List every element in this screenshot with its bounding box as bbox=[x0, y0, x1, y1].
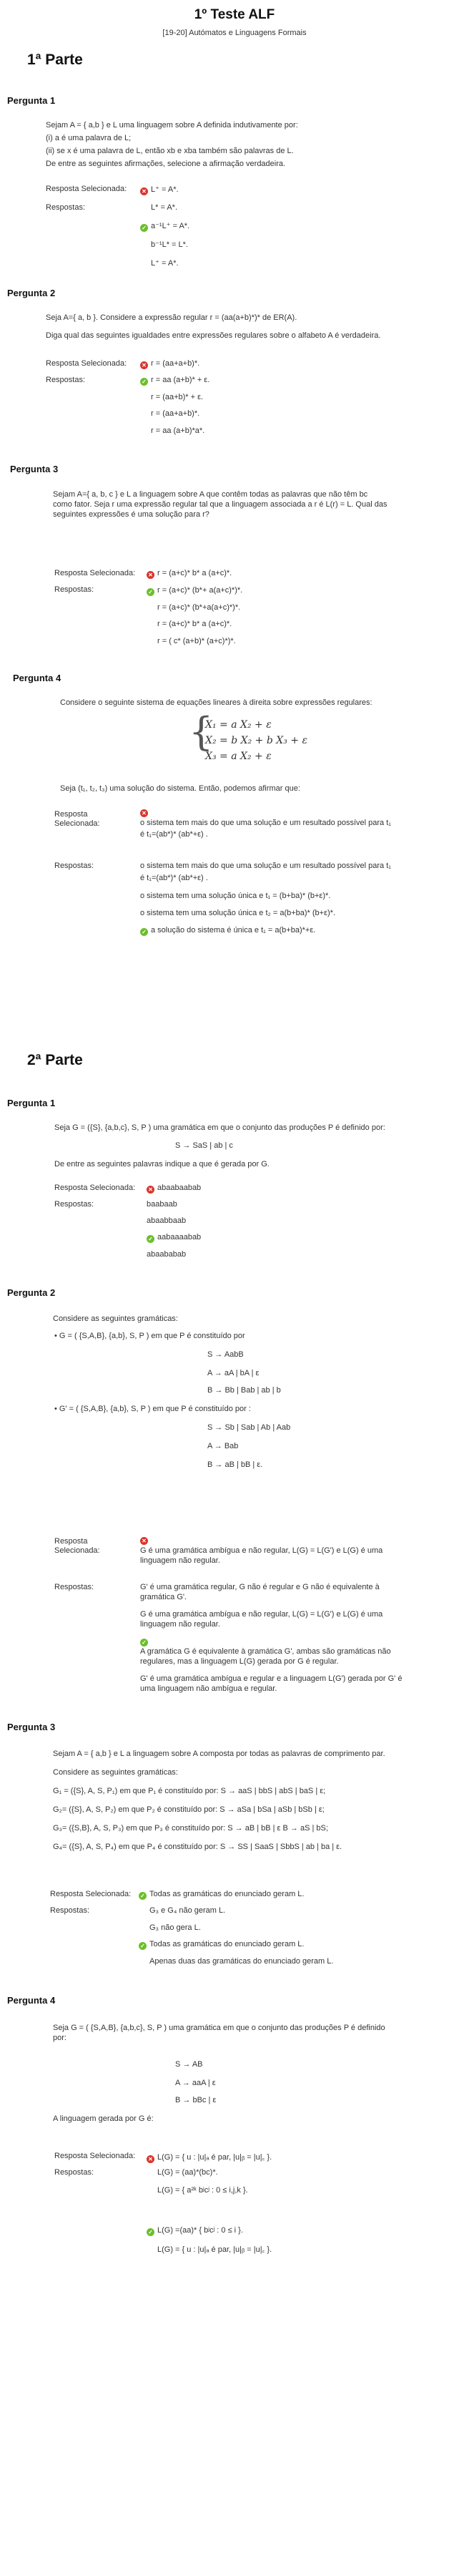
page-subtitle: [19-20] Autómatos e Linguagens Formais bbox=[162, 29, 307, 37]
answer-option: abaabbaab bbox=[147, 1216, 187, 1225]
question-text: A linguagem gerada por G é: bbox=[53, 2114, 154, 2123]
question-text: Considere as seguintes gramáticas: bbox=[53, 1314, 178, 1323]
selected-label: Selecionada: bbox=[54, 1546, 100, 1555]
grammar-definition: G₂= ({S}, A, S, P₂) em que P₂ é constituído por: S → aSa | bSa | aSb | bSb | ε; bbox=[53, 1805, 325, 1814]
selected-answer: ✓ Todas as gramáticas do enunciado geram L. bbox=[139, 1890, 304, 1900]
grammar-rule: B → aB | bB | ε. bbox=[207, 1460, 263, 1469]
selected-answer: ✕ r = (aa+a+b)*. bbox=[140, 359, 199, 369]
selected-label: Resposta Selecionada: bbox=[54, 2152, 136, 2160]
question-text: Considere o seguinte sistema de equações lineares à direita sobre expressões regulares: bbox=[60, 698, 372, 707]
answer-option: regulares, mas a linguagem L(G) gerada por G é regular. bbox=[140, 1657, 339, 1666]
selected-answer: ✕ r = (a+c)* b* a (a+c)*. bbox=[147, 569, 232, 579]
answer-option: r = (aa+a+b)*. bbox=[151, 409, 200, 418]
correct-icon: ✓ bbox=[140, 378, 148, 386]
incorrect-icon: ✕ bbox=[147, 1186, 154, 1194]
selected-label: Resposta bbox=[54, 1537, 88, 1546]
correct-icon: ✓ bbox=[139, 1892, 147, 1900]
answer-option: b⁻¹L* = L*. bbox=[151, 240, 188, 249]
answer-option: baabaab bbox=[147, 1200, 177, 1209]
answer-option: G' é uma gramática regular, G não é regular e G não é equivalente à bbox=[140, 1583, 380, 1591]
answer-option: G é uma gramática ambígua e não regular, L(G) = L(G') e L(G) é uma bbox=[140, 1610, 383, 1619]
answer-option: ✓ r = (a+c)* (b*+ a(a+c)*)*. bbox=[147, 586, 242, 596]
correct-icon: ✓ bbox=[147, 2228, 154, 2236]
part-1-title: 1ª Parte bbox=[27, 52, 83, 68]
incorrect-icon: ✕ bbox=[140, 1537, 148, 1545]
answers-label: Respostas: bbox=[54, 2168, 94, 2177]
answer-option: L(G) = { u : |u|ₐ é par, |u|ᵦ = |u|꜀ }. bbox=[157, 2245, 272, 2254]
selected-answer bbox=[140, 807, 151, 817]
answer-option: ✓ a⁻¹L⁺ = A*. bbox=[140, 221, 189, 232]
equation: X₃ = a X₂ + ε bbox=[205, 751, 272, 762]
answers-label: Respostas: bbox=[54, 1583, 94, 1591]
question-text: como fator. Seja r uma expressão regular tal que a linguagem associada a r é L(r) = L. Qual das bbox=[53, 500, 387, 509]
question-text: Seja (t₁, t₂, t₃) uma solução do sistema. Então, podemos afirmar que: bbox=[60, 784, 300, 793]
answers-label: Respostas: bbox=[54, 1200, 94, 1209]
answer-option: uma linguagem não ambígua e regular. bbox=[140, 1684, 277, 1693]
answer-option: linguagem não regular. bbox=[140, 1620, 220, 1629]
selected-answer-text: o sistema tem mais do que uma solução e um resultado possível para t₁ bbox=[140, 819, 391, 827]
part-2-title: 2ª Parte bbox=[27, 1052, 83, 1068]
answer-option: A gramática G é equivalente à gramática G', ambas são gramáticas não bbox=[140, 1647, 391, 1656]
equation: X₂ = b X₂ + b X₃ + ε bbox=[205, 735, 307, 746]
correct-icon: ✓ bbox=[140, 928, 148, 936]
answers-label: Respostas: bbox=[54, 862, 94, 870]
selected-label: Resposta bbox=[54, 810, 88, 819]
question-text: De entre as seguintes afirmações, selecione a afirmação verdadeira. bbox=[46, 160, 286, 168]
selected-answer: ✕ L(G) = { u : |u|ₐ é par, |u|ᵦ = |u|꜀ }. bbox=[147, 2152, 272, 2163]
answers-label: Respostas: bbox=[54, 585, 94, 594]
incorrect-icon: ✕ bbox=[147, 2155, 154, 2163]
selected-label: Resposta Selecionada: bbox=[50, 1890, 132, 1898]
answer-option: é t₁=(ab*)* (ab*+ε) . bbox=[140, 874, 208, 882]
answer-option: G₃ e G₄ não geram L. bbox=[149, 1906, 226, 1915]
selected-label: Resposta Selecionada: bbox=[54, 569, 136, 577]
answers-label: Respostas: bbox=[46, 376, 86, 384]
incorrect-icon: ✕ bbox=[147, 571, 154, 579]
question-title: Pergunta 4 bbox=[13, 673, 61, 683]
answer-option: gramática G'. bbox=[140, 1593, 187, 1601]
question-title: Pergunta 1 bbox=[7, 1098, 56, 1108]
question-text: Considere as seguintes gramáticas: bbox=[53, 1768, 178, 1777]
equation-brace: { bbox=[189, 709, 214, 754]
answer-option: r = (a+c)* b* a (a+c)*. bbox=[157, 620, 232, 628]
question-text: De entre as seguintes palavras indique a que é gerada por G. bbox=[54, 1160, 270, 1169]
question-text: Sejam A = { a,b } e L a linguagem sobre A composta por todas as palavras de comprimento par. bbox=[53, 1750, 385, 1758]
answer-option bbox=[140, 1636, 151, 1646]
incorrect-icon: ✕ bbox=[140, 361, 148, 369]
answer-option: r = (a+c)* (b*+a(a+c)*)*. bbox=[157, 603, 241, 612]
question-title: Pergunta 1 bbox=[7, 95, 56, 106]
question-text: (i) a é uma palavra de L; bbox=[46, 134, 132, 142]
question-text: Seja G = ({S}, {a,b,c}, S, P ) uma gramática em que o conjunto das produções P é definido por: bbox=[54, 1123, 385, 1132]
equation-system bbox=[205, 717, 307, 764]
answer-option: L* = A*. bbox=[151, 203, 178, 212]
selected-answer bbox=[140, 1535, 151, 1545]
correct-icon: ✓ bbox=[147, 588, 154, 596]
question-title: Pergunta 2 bbox=[7, 288, 56, 298]
answer-option: L(G) = (aa)*(bc)*. bbox=[157, 2168, 218, 2177]
question-text: Sejam A={ a, b, c } e L a linguagem sobre A que contêm todas as palavras que não têm bc bbox=[53, 490, 368, 499]
correct-icon: ✓ bbox=[140, 1639, 148, 1646]
answer-option: L⁺ = A*. bbox=[151, 259, 179, 268]
answer-option: ✓ a solução do sistema é única e t₁ = a(b+ba)*+ε. bbox=[140, 926, 315, 936]
grammar-definition: G₃= ({S,B}, A, S, P₃) em que P₃ é constituído por: S → aB | bB | ε B → aS | bS; bbox=[53, 1824, 328, 1833]
grammar-definition: G₄= ({S}, A, S, P₄) em que P₄ é constituído por: S → SS | SaaS | SbbS | ab | ba | ε. bbox=[53, 1843, 342, 1851]
correct-icon: ✓ bbox=[147, 1235, 154, 1243]
correct-icon: ✓ bbox=[140, 224, 148, 232]
grammar-definition: • G = ( {S,A,B}, {a,b}, S, P ) em que P é constituído por bbox=[54, 1332, 245, 1340]
incorrect-icon: ✕ bbox=[140, 809, 148, 817]
question-title: Pergunta 2 bbox=[7, 1287, 56, 1298]
grammar-definition: • G' = ( {S,A,B}, {a,b}, S, P ) em que P é constituído por : bbox=[54, 1405, 251, 1413]
grammar-rule: B → Bb | Bab | ab | b bbox=[207, 1386, 281, 1395]
selected-answer-text: é t₁=(ab*)* (ab*+ε) . bbox=[140, 830, 208, 839]
selected-answer: ✕ L⁺ = A*. bbox=[140, 185, 179, 195]
answer-option: ✓ aabaaaabab bbox=[147, 1233, 201, 1243]
answer-option: L(G) = { a²ᵏ bʲcʲ : 0 ≤ i,j,k }. bbox=[157, 2186, 248, 2195]
incorrect-icon: ✕ bbox=[140, 187, 148, 195]
selected-label: Resposta Selecionada: bbox=[46, 359, 127, 368]
answer-option: ✓ L(G) =(aa)* { bʲcʲ : 0 ≤ i }. bbox=[147, 2226, 243, 2236]
selected-label: Resposta Selecionada: bbox=[54, 1184, 136, 1192]
grammar-rule: S → Sb | Sab | Ab | Aab bbox=[207, 1423, 291, 1432]
answer-option: Apenas duas das gramáticas do enunciado geram L. bbox=[149, 1957, 334, 1966]
grammar-definition: G₁ = ({S}, A, S, P₁) em que P₁ é constituído por: S → aaS | bbS | abS | baS | ε; bbox=[53, 1787, 326, 1795]
grammar-rule: A → Bab bbox=[207, 1442, 239, 1450]
question-title: Pergunta 3 bbox=[10, 464, 59, 474]
page-title: 1º Teste ALF bbox=[194, 7, 275, 22]
question-text: seguintes expressões é uma solução para r? bbox=[53, 510, 209, 519]
answer-option: r = aa (a+b)*a*. bbox=[151, 426, 205, 435]
answer-option: abaababab bbox=[147, 1250, 187, 1259]
question-title: Pergunta 4 bbox=[7, 1995, 56, 2006]
correct-icon: ✓ bbox=[139, 1942, 147, 1950]
grammar-rule: S → AabB bbox=[207, 1350, 244, 1359]
selected-answer-text: G é uma gramática ambígua e não regular, L(G) = L(G') e L(G) é uma bbox=[140, 1546, 383, 1555]
question-text: Sejam A = { a,b } e L uma linguagem sobre A definida indutivamente por: bbox=[46, 121, 298, 130]
answer-option: G' é uma gramática ambígua e regular e a linguagem L(G') gerada por G' é bbox=[140, 1674, 403, 1683]
question-text: Diga qual das seguintes igualdades entre expressões regulares sobre o alfabeto A é verdadeira. bbox=[46, 331, 381, 340]
question-title: Pergunta 3 bbox=[7, 1722, 56, 1732]
question-text: Seja A={ a, b }. Considere a expressão regular r = (aa(a+b)*)* de ER(A). bbox=[46, 313, 297, 322]
grammar-rule: A → aA | bA | ε bbox=[207, 1369, 260, 1377]
equation: X₁ = a X₂ + ε bbox=[205, 719, 272, 731]
answers-label: Respostas: bbox=[50, 1906, 90, 1915]
answer-option: ✓ Todas as gramáticas do enunciado geram L. bbox=[139, 1940, 304, 1950]
grammar-rule: A → aaA | ε bbox=[175, 2079, 216, 2087]
answer-option: G₃ não gera L. bbox=[149, 1923, 201, 1932]
answer-option: ✓ r = aa (a+b)* + ε. bbox=[140, 376, 209, 386]
question-text: (ii) se x é uma palavra de L, então xb e xba também são palavras de L. bbox=[46, 147, 294, 155]
answer-option: o sistema tem uma solução única e t₁ = (b+ba)* (b+ε)*. bbox=[140, 892, 331, 900]
answer-option: r = (aa+b)* + ε. bbox=[151, 393, 204, 401]
answer-option: o sistema tem mais do que uma solução e um resultado possível para t₁ bbox=[140, 862, 391, 870]
grammar-rule: S → SaS | ab | c bbox=[175, 1141, 233, 1150]
question-text: Seja G = ( {S,A,B}, {a,b,c}, S, P ) uma gramática em que o conjunto das produções P é definido bbox=[53, 2024, 385, 2032]
question-text: por: bbox=[53, 2034, 66, 2042]
answer-option: r = ( c* (a+b)* (a+c)*)*. bbox=[157, 637, 236, 645]
grammar-rule: S → AB bbox=[175, 2060, 203, 2069]
answers-label: Respostas: bbox=[46, 203, 86, 212]
answer-option: o sistema tem uma solução única e t₂ = a(b+ba)* (b+ε)*. bbox=[140, 909, 336, 917]
selected-answer-text: linguagem não regular. bbox=[140, 1556, 220, 1565]
selected-label: Selecionada: bbox=[54, 819, 100, 828]
selected-answer: ✕ abaabaabab bbox=[147, 1184, 201, 1194]
grammar-rule: B → bBc | ε bbox=[175, 2096, 217, 2104]
selected-label: Resposta Selecionada: bbox=[46, 185, 127, 193]
